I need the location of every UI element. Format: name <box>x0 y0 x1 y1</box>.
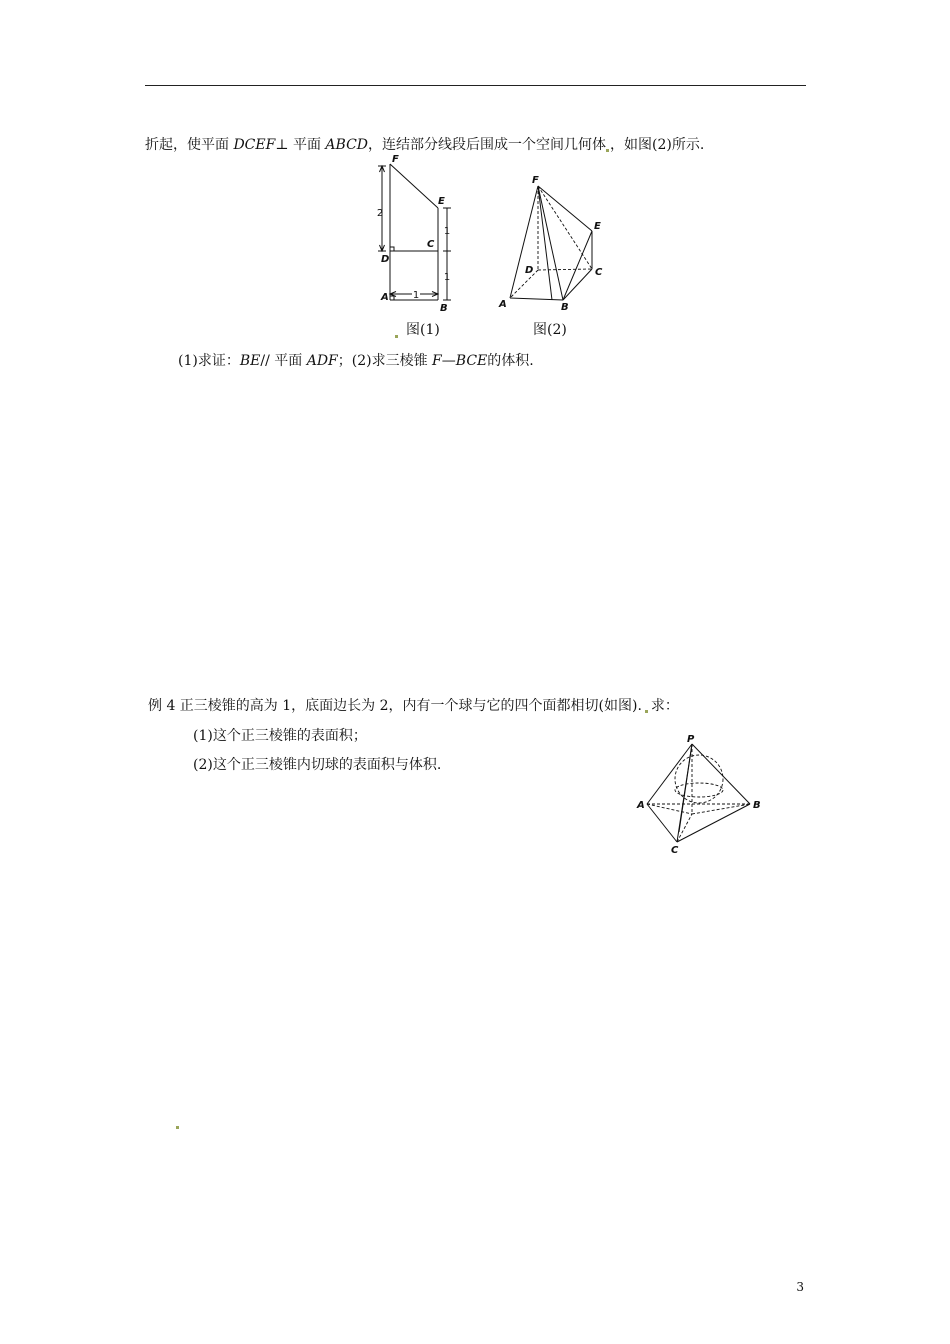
intro-line: 折起，使平面 DCEF⊥ 平面 ABCD，连结部分线段后围成一个空间几何体 ，如图(2)所示. <box>145 137 705 153</box>
label-c: C <box>595 267 603 278</box>
marker-dot <box>395 335 398 338</box>
label-f: F <box>532 175 539 186</box>
figure-1 <box>370 150 470 315</box>
header-rule <box>145 85 806 86</box>
label-c: C <box>671 845 679 856</box>
figure-2 <box>495 168 615 313</box>
figure-1-diagram <box>370 150 470 315</box>
label-d: D <box>381 254 390 265</box>
label-a: A <box>637 800 645 811</box>
figure-3 <box>632 732 772 857</box>
marker-dot <box>176 1126 179 1129</box>
example-4-q1: (1)这个正三棱锥的表面积； <box>193 728 367 744</box>
question-1: (1)求证：BE// 平面 ADF；(2)求三棱锥 F—BCE的体积. <box>178 353 534 369</box>
dim-fd: 2 <box>376 208 384 219</box>
example-4-intro: 例 4 正三棱锥的高为 1，底面边长为 2，内有一个球与它的四个面都相切(如图). 求： <box>148 698 679 714</box>
label-a: A <box>499 299 507 310</box>
figure-2-diagram <box>495 168 615 313</box>
example-4-q2: (2)这个正三棱锥内切球的表面积与体积. <box>193 757 442 773</box>
label-e: E <box>594 221 601 232</box>
label-b: B <box>561 302 569 313</box>
page-number: 3 <box>796 1280 804 1294</box>
label-p: P <box>687 734 695 745</box>
figure-2-caption: 图(2) <box>533 322 567 338</box>
label-c: C <box>427 239 435 250</box>
marker-dot <box>606 149 609 152</box>
label-b: B <box>440 303 448 314</box>
dim-ab: 1 <box>412 290 420 301</box>
label-d: D <box>525 265 534 276</box>
dim-cb: 1 <box>443 272 451 283</box>
dim-ec: 1 <box>443 226 451 237</box>
label-a: A <box>381 292 389 303</box>
marker-dot <box>645 710 648 713</box>
figure-3-diagram <box>632 732 772 857</box>
label-b: B <box>753 800 761 811</box>
figure-1-caption: 图(1) <box>406 322 440 338</box>
label-f: F <box>392 154 399 165</box>
label-e: E <box>438 196 445 207</box>
